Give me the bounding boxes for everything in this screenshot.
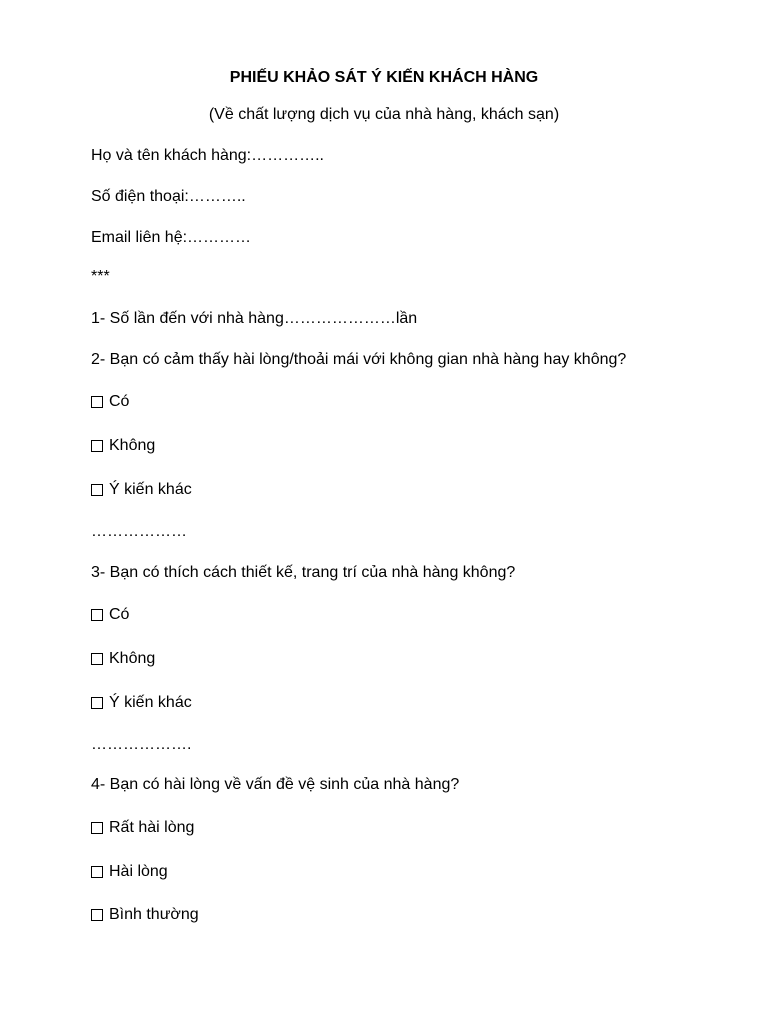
q3-option-other[interactable] <box>91 693 192 713</box>
option-label: Hài lòng <box>109 863 168 880</box>
checkbox-icon[interactable] <box>91 822 103 834</box>
q3-option-no[interactable] <box>91 649 155 669</box>
document-title: PHIẾU KHẢO SÁT Ý KIẾN KHÁCH HÀNG <box>229 69 539 86</box>
q2-blank-line: ……………… <box>91 523 187 540</box>
option-label: Không <box>109 650 156 667</box>
checkbox-icon[interactable] <box>91 484 103 496</box>
option-label: Bình thường <box>109 906 199 923</box>
q4-option-very-satisfied[interactable] <box>91 818 194 838</box>
question-1: 1- Số lần đến với nhà hàng…………………lần <box>91 310 418 327</box>
q2-option-yes[interactable] <box>91 392 129 412</box>
option-label: Ý kiến khác <box>109 694 192 711</box>
checkbox-icon[interactable] <box>91 440 103 452</box>
separator: *** <box>91 268 110 285</box>
checkbox-icon[interactable] <box>91 909 103 921</box>
q2-option-other[interactable] <box>91 480 192 500</box>
option-label: Không <box>109 437 156 454</box>
checkbox-icon[interactable] <box>91 866 103 878</box>
q3-blank-line: ………………. <box>91 736 192 753</box>
option-label: Rất hài lòng <box>109 819 195 836</box>
option-label: Có <box>109 393 130 410</box>
checkbox-icon[interactable] <box>91 396 103 408</box>
document-subtitle: (Về chất lượng dịch vụ của nhà hàng, khách sạn) <box>208 106 560 123</box>
checkbox-icon[interactable] <box>91 697 103 709</box>
question-4: 4- Bạn có hài lòng về vấn đề vệ sinh của nhà hàng? <box>91 776 460 793</box>
question-2: 2- Bạn có cảm thấy hài lòng/thoải mái với không gian nhà hàng hay không? <box>91 351 627 368</box>
phone-field: Số điện thoại:……….. <box>91 188 246 205</box>
question-3: 3- Bạn có thích cách thiết kế, trang trí của nhà hàng không? <box>91 564 516 581</box>
q4-option-normal[interactable] <box>91 905 199 925</box>
email-field: Email liên hệ:………… <box>91 229 252 246</box>
q4-option-satisfied[interactable] <box>91 862 168 882</box>
name-field: Họ và tên khách hàng:………….. <box>91 147 324 164</box>
q3-option-yes[interactable] <box>91 605 129 625</box>
option-label: Ý kiến khác <box>109 481 192 498</box>
q2-option-no[interactable] <box>91 436 155 456</box>
checkbox-icon[interactable] <box>91 653 103 665</box>
option-label: Có <box>109 606 130 623</box>
checkbox-icon[interactable] <box>91 609 103 621</box>
